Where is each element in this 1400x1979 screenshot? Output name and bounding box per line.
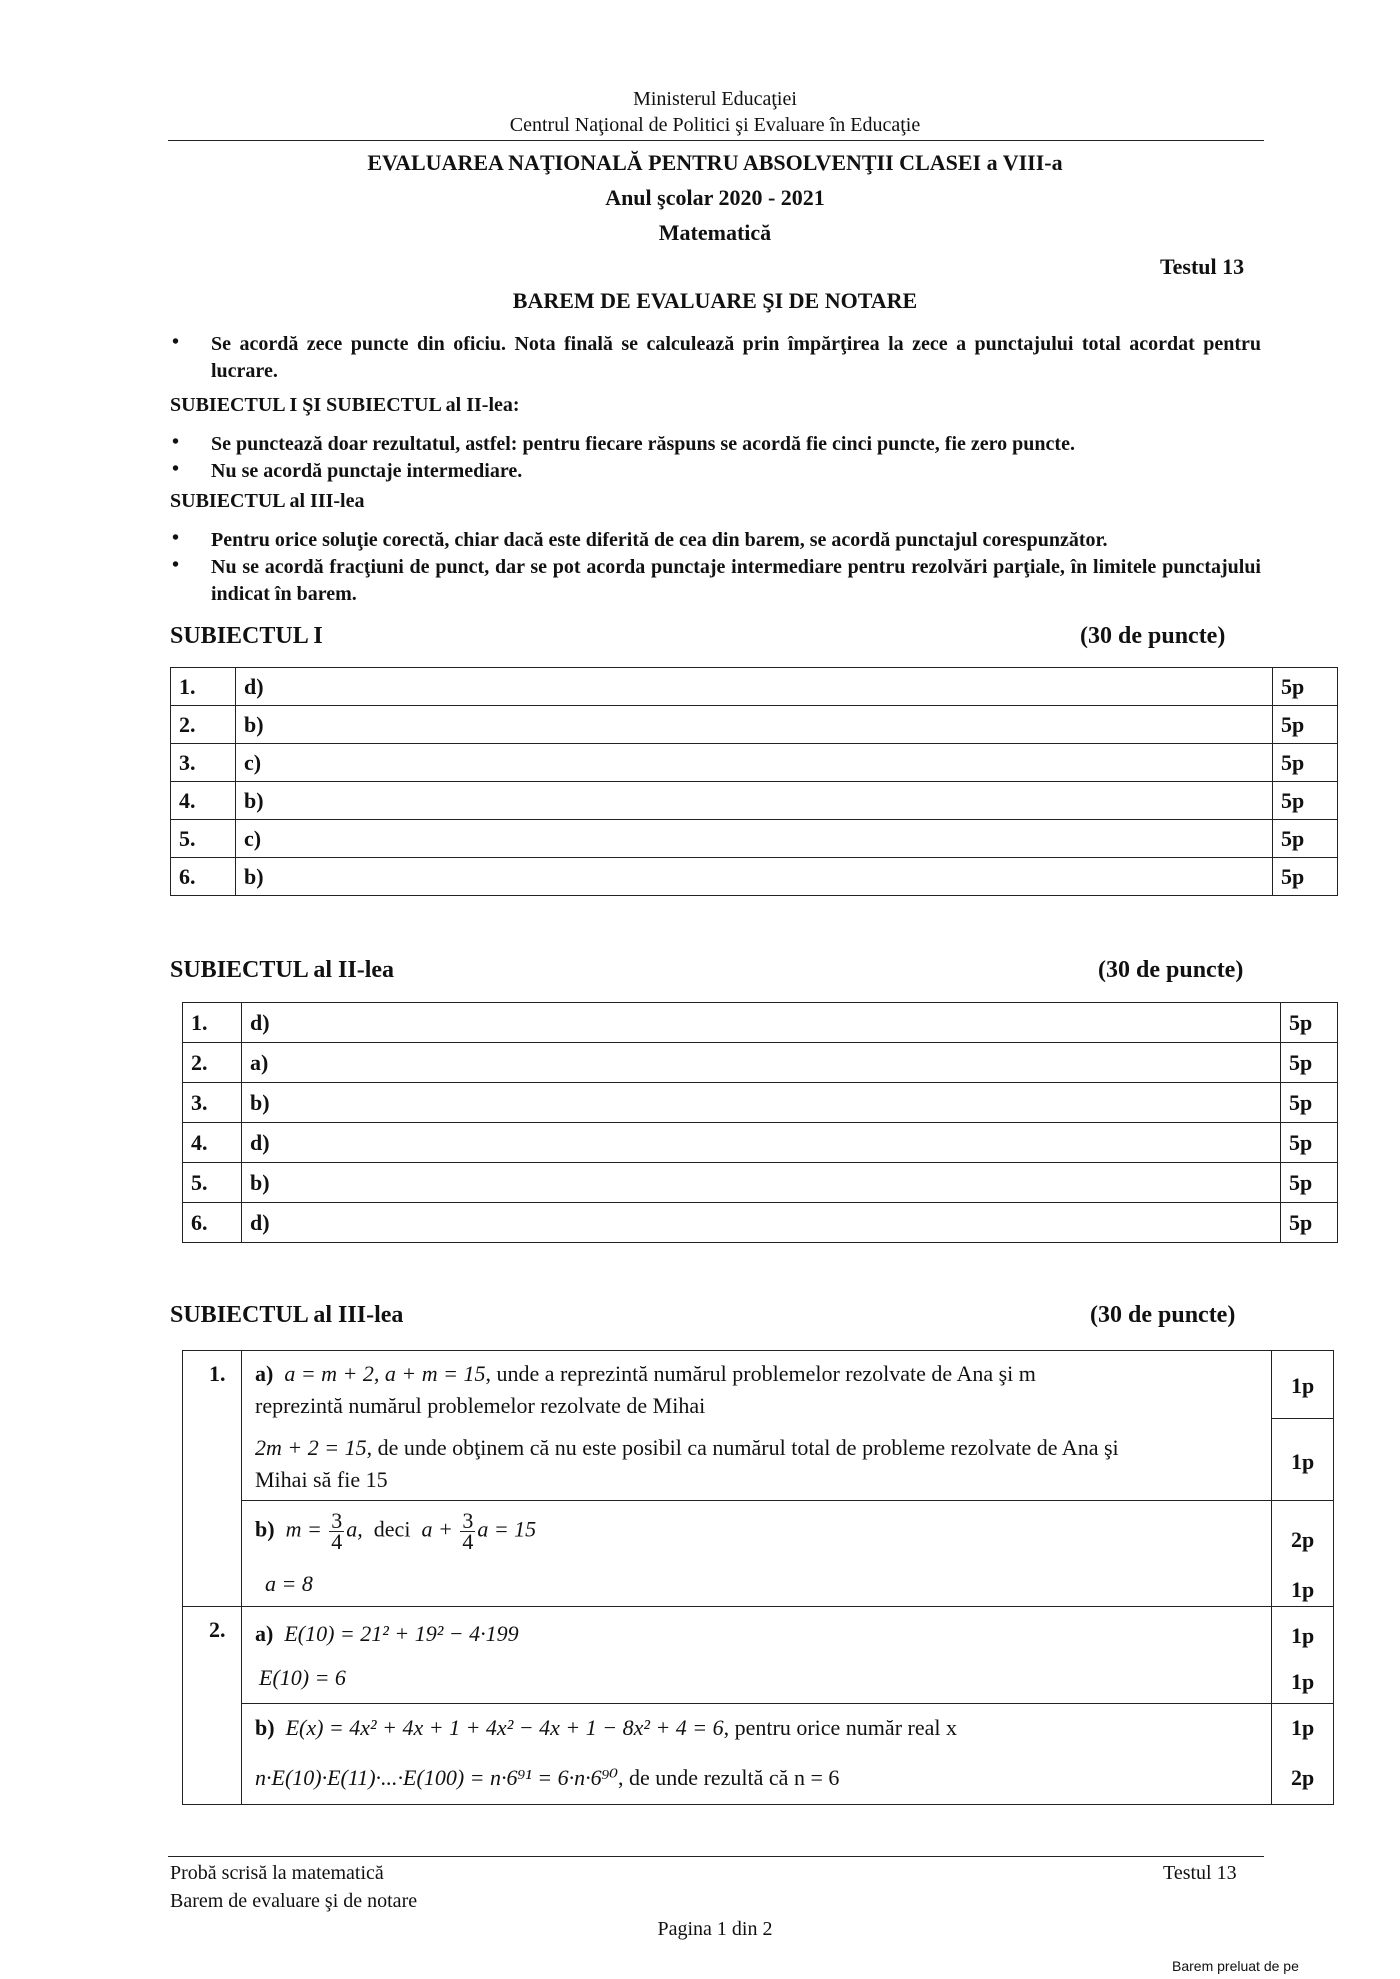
- instruction-2: Se punctează doar rezultatul, astfel: pentru fiecare răspuns se acordă fie cinci puncte, fie zero puncte.: [211, 433, 1075, 455]
- numerator: 3: [462, 1508, 474, 1533]
- p1a-text: , unde a reprezintă numărul problemelor rezolvate de Ana şi m: [485, 1361, 1036, 1386]
- part-label: a): [255, 1361, 274, 1386]
- column-divider: [241, 1351, 242, 1804]
- formula: E(x) = 4x² + 4x + 1 + 4x² − 4x + 1 − 8x² + 4 = 6: [285, 1715, 724, 1740]
- header-rule: [168, 140, 1264, 141]
- table-row: [183, 1083, 1338, 1123]
- answer-cell: d): [242, 1203, 1281, 1243]
- problem-number: 2.: [209, 1617, 226, 1642]
- part-label: b): [255, 1715, 275, 1740]
- p2b-text: , pentru orice număr real x: [723, 1715, 957, 1740]
- question-number: 5.: [171, 820, 236, 858]
- text: deci: [373, 1516, 411, 1542]
- row-divider: [241, 1500, 1333, 1501]
- source-note: Barem preluat de pe: [1172, 1958, 1299, 1974]
- question-number: 6.: [183, 1203, 242, 1243]
- subiect-1-table: [170, 667, 1338, 896]
- formula: 2m + 2 = 15: [255, 1435, 367, 1460]
- p2b-line-1: [255, 1715, 1265, 1741]
- p2a-line-2: E(10) = 6: [259, 1665, 346, 1690]
- ministry-name: Ministerul Educaţiei: [633, 88, 797, 110]
- p1a-line-4: Mihai să fie 15: [255, 1467, 388, 1492]
- score-cell: 5p: [1273, 858, 1338, 896]
- subiect-2-title: SUBIECTUL al II-lea: [170, 957, 395, 983]
- score: 1p: [1291, 1373, 1315, 1398]
- p2a-line-1: [255, 1621, 519, 1647]
- score-cell: 5p: [1273, 820, 1338, 858]
- row-divider: [241, 1703, 1333, 1704]
- answer-cell: b): [236, 858, 1273, 896]
- center-name: Centrul Naţional de Politici şi Evaluare în Educaţie: [509, 114, 921, 136]
- test-number: Testul 13: [1160, 254, 1245, 279]
- score-cell: 5p: [1273, 668, 1338, 706]
- score-cell: 5p: [1281, 1203, 1338, 1243]
- score-cell: 5p: [1281, 1043, 1338, 1083]
- heading-subiect-1-2: SUBIECTUL I ŞI SUBIECTUL al II-lea:: [170, 394, 520, 416]
- subject-name: Matematică: [658, 220, 772, 245]
- table-row: [171, 782, 1338, 820]
- subiect-2-table: [182, 1002, 1338, 1243]
- question-number: 2.: [171, 706, 236, 744]
- subiect-3-table: [182, 1350, 1334, 1805]
- answer-cell: b): [242, 1083, 1281, 1123]
- subiect-1-title: SUBIECTUL I: [170, 623, 323, 649]
- p2b-line-2: [255, 1765, 1265, 1791]
- p1a-line-2: reprezintă numărul problemelor rezolvate de Mihai: [255, 1393, 706, 1418]
- question-number: 2.: [183, 1043, 242, 1083]
- p1a-line-3: [255, 1435, 1265, 1461]
- answer-cell: b): [242, 1163, 1281, 1203]
- question-number: 4.: [183, 1123, 242, 1163]
- score-cell: 5p: [1273, 706, 1338, 744]
- table-row: [171, 668, 1338, 706]
- question-number: 1.: [183, 1003, 242, 1043]
- table-row: [171, 858, 1338, 896]
- formula: n·E(10)·E(11)·...·E(100) = n·6⁹¹ = 6·n·6⁹⁰: [255, 1765, 619, 1790]
- p1b-result: a = 8: [265, 1571, 313, 1596]
- score-cell: 5p: [1273, 782, 1338, 820]
- formula: a = m + 2, a + m = 15: [284, 1361, 486, 1386]
- footer-rule: [168, 1856, 1264, 1857]
- answer-cell: c): [236, 820, 1273, 858]
- formula: a,: [346, 1516, 363, 1542]
- score: 1p: [1291, 1715, 1315, 1740]
- score-divider: [1271, 1418, 1333, 1419]
- question-number: 6.: [171, 858, 236, 896]
- problem-number: 1.: [209, 1361, 226, 1386]
- question-number: 4.: [171, 782, 236, 820]
- page-number: Pagina 1 din 2: [657, 1918, 773, 1940]
- score: 2p: [1291, 1527, 1315, 1552]
- fraction: [329, 1508, 344, 1554]
- score: 1p: [1291, 1669, 1315, 1694]
- instruction-1: Se acordă zece puncte din oficiu. Nota finală se calculează prin împărţirea la zece a punctajului total acordat pentru lucrare.: [211, 333, 1261, 382]
- question-number: 3.: [171, 744, 236, 782]
- numerator: 3: [331, 1508, 343, 1533]
- table-row: [183, 1043, 1338, 1083]
- answer-cell: b): [236, 782, 1273, 820]
- table-row: [171, 706, 1338, 744]
- footer-left-1: Probă scrisă la matematică: [170, 1862, 384, 1884]
- exam-title: EVALUAREA NAŢIONALĂ PENTRU ABSOLVENŢII CLASEI a VIII-a: [367, 150, 1063, 175]
- score-cell: 5p: [1281, 1003, 1338, 1043]
- table-row: [183, 1163, 1338, 1203]
- subiect-1-points: (30 de puncte): [1080, 623, 1226, 649]
- footer-left-2: Barem de evaluare şi de notare: [170, 1890, 418, 1912]
- bullet-icon: •: [172, 554, 180, 576]
- denominator: 4: [462, 1529, 474, 1554]
- formula: m =: [285, 1516, 322, 1542]
- row-divider: [183, 1606, 1333, 1607]
- part-label: b): [255, 1516, 275, 1542]
- denominator: 4: [331, 1529, 343, 1554]
- score: 1p: [1291, 1449, 1315, 1474]
- score-cell: 5p: [1273, 744, 1338, 782]
- subiect-3-points: (30 de puncte): [1090, 1302, 1236, 1328]
- answer-cell: d): [242, 1003, 1281, 1043]
- table-row: [183, 1123, 1338, 1163]
- subiect-2-points: (30 de puncte): [1098, 957, 1244, 983]
- question-number: 1.: [171, 668, 236, 706]
- bullet-icon: •: [172, 458, 180, 480]
- score: 2p: [1291, 1765, 1315, 1790]
- answer-cell: a): [242, 1043, 1281, 1083]
- formula: a = 15: [477, 1516, 537, 1542]
- barem-title: BAREM DE EVALUARE ŞI DE NOTARE: [512, 288, 918, 313]
- table-row: [171, 820, 1338, 858]
- instruction-3: Nu se acordă punctaje intermediare.: [211, 460, 523, 482]
- question-number: 5.: [183, 1163, 242, 1203]
- school-year: Anul şcolar 2020 - 2021: [605, 185, 825, 210]
- heading-subiect-3: SUBIECTUL al III-lea: [170, 490, 365, 512]
- bullet-icon: •: [172, 331, 180, 353]
- p1a-line-1: [255, 1361, 1260, 1387]
- formula: a +: [421, 1516, 453, 1542]
- answer-cell: c): [236, 744, 1273, 782]
- part-label: a): [255, 1621, 274, 1646]
- footer-test-number: Testul 13: [1163, 1862, 1237, 1884]
- bullet-icon: •: [172, 527, 180, 549]
- answer-cell: d): [236, 668, 1273, 706]
- instruction-4: Pentru orice soluţie corectă, chiar dacă este diferită de cea din barem, se acordă punctajul corespunzător.: [211, 529, 1108, 551]
- score: 1p: [1291, 1623, 1315, 1648]
- score-cell: 5p: [1281, 1123, 1338, 1163]
- p2b-text: , de unde rezultă că n = 6: [618, 1765, 840, 1790]
- question-number: 3.: [183, 1083, 242, 1123]
- score-cell: 5p: [1281, 1163, 1338, 1203]
- table-row: [171, 744, 1338, 782]
- p1b-line-1: [255, 1508, 537, 1554]
- score: 1p: [1291, 1577, 1315, 1602]
- formula: E(10) = 21² + 19² − 4·199: [284, 1621, 519, 1646]
- subiect-3-title: SUBIECTUL al III-lea: [170, 1302, 404, 1328]
- answer-cell: b): [236, 706, 1273, 744]
- instruction-5: Nu se acordă fracţiuni de punct, dar se pot acorda punctaje intermediare pentru rezolvări parţiale, în limitele punctajului indicat în barem.: [211, 556, 1261, 605]
- fraction: [460, 1508, 475, 1554]
- answer-cell: d): [242, 1123, 1281, 1163]
- bullet-icon: •: [172, 431, 180, 453]
- p1a-text: , de unde obţinem că nu este posibil ca numărul total de probleme rezolvate de Ana şi: [366, 1435, 1119, 1460]
- score-cell: 5p: [1281, 1083, 1338, 1123]
- table-row: [183, 1003, 1338, 1043]
- table-row: [183, 1203, 1338, 1243]
